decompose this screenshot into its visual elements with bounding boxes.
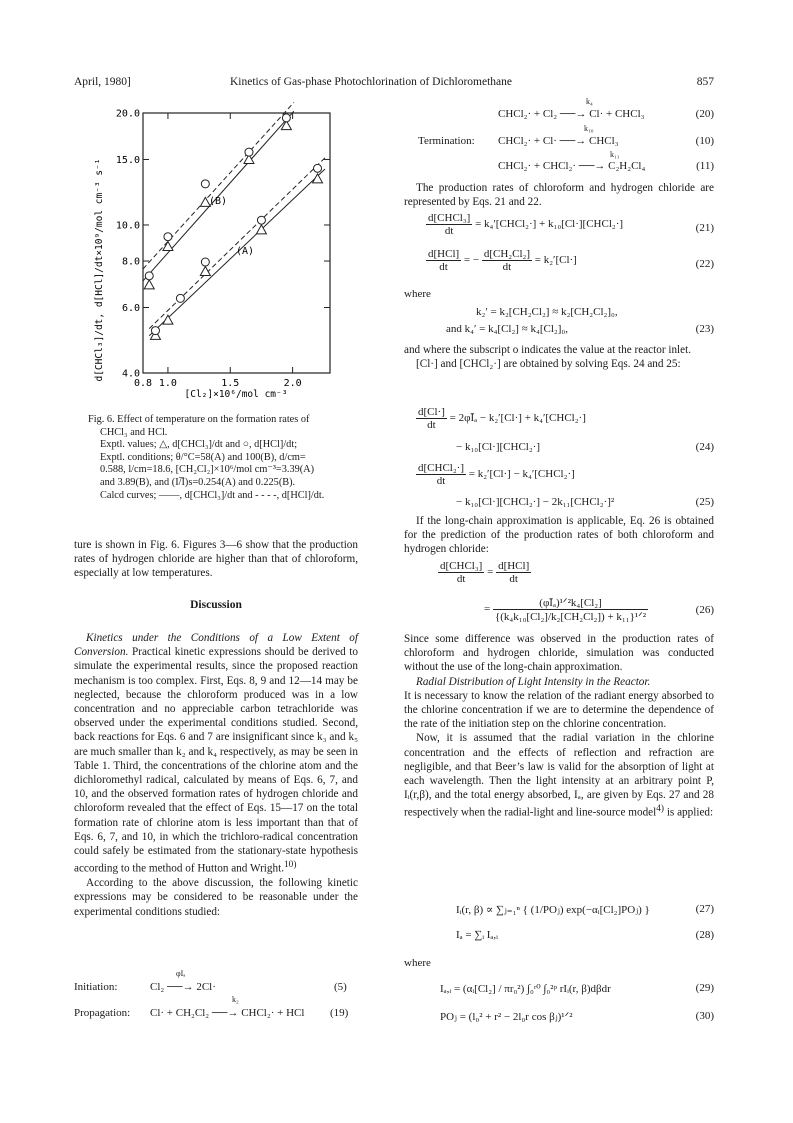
triangle-marker bbox=[144, 280, 154, 289]
y-tick-label: 6.0 bbox=[121, 302, 140, 314]
equation-26-number: (26) bbox=[695, 604, 714, 616]
subsection-heading: Kinetics under the Conditions of a Low Extent of Conversion. bbox=[74, 632, 358, 659]
equation-5: Cl₂ ──→ 2Cl· bbox=[150, 981, 216, 993]
paragraph-radial: Since some difference was observed in the production rates of chloroform and hydrogen chloride, simulation was conducted without the use of the long-chain approximation. Radial Distribution of Light Intensity in the Reactor. It is necessary to know the relation of the radiant energy absorbed to the chlorine concentration if we are to determine the dependence of the rate of the initiation step on the chlorine concentration. Now, it is assumed that the radial variation in the chlorine concentration and the effects of reflection and refraction are negligible, and that Beer’s law is valid for the absorption of light at each wavelength. Then the light intensity at an arbitrary point P, Iᵢ(r,β), and the total energy absorbed, Iₐ, are given by Eqs. 27 and 28 respectively when the radial-light and line-source model$^{4)}$ is applied: bbox=[404, 633, 714, 820]
equation-22-number: (22) bbox=[695, 258, 714, 270]
caption-line: Exptl. conditions; θ/°C=58(A) and 100(B), d/cm= bbox=[100, 451, 306, 463]
caption-line: 0.588, l/cm=18.6, [CH₂Cl₂]×10⁶/mol cm⁻³=3.39(A) bbox=[100, 464, 315, 476]
y-axis-label: d[CHCl₃]/dt, d[HCl]/dt×10⁹/mol cm⁻³ s⁻¹ bbox=[94, 158, 105, 382]
equation-10: CHCl₂· + Cl· ──→ CHCl₃ bbox=[498, 135, 619, 147]
equation-19-rate: k₂ bbox=[232, 995, 239, 1004]
equation-30-number: (30) bbox=[695, 1010, 714, 1022]
equation-label: Termination: bbox=[418, 135, 475, 147]
equation-5-number: (5) bbox=[334, 981, 347, 993]
paragraph: The production rates of chloroform and hydrogen chloride are represented by Eqs. 21 and 22. bbox=[404, 182, 714, 209]
plot-frame bbox=[143, 113, 330, 373]
x-tick-label: 0.8 bbox=[133, 378, 153, 389]
circle-marker bbox=[201, 180, 209, 188]
y-tick-label: 15.0 bbox=[115, 154, 140, 166]
equation-28-number: (28) bbox=[695, 929, 714, 941]
where-label: where bbox=[404, 957, 431, 969]
caption-line: CHCl₃ and HCl. bbox=[100, 426, 168, 438]
equation-label: Propagation: bbox=[74, 1007, 131, 1019]
equation-22: $\frac{\text{d[HCl]}}{dt}$ = − $\frac{\text{d[CH₂Cl₂]}}{dt}$ = k₂′[Cl·] bbox=[428, 248, 577, 273]
section-heading: Discussion bbox=[190, 599, 242, 611]
equation-23b: and k₄′ = k₄[Cl₂] ≈ k₄[Cl₂]₀, bbox=[446, 323, 568, 335]
figure-6-plot bbox=[88, 100, 360, 400]
equation-29: Iₐ,ᵢ = (αᵢ[Cl₂] / πr₀²) ∫₀ʳ⁰ ∫₀²ᵖ rIᵢ(r, β)dβdr bbox=[440, 983, 611, 995]
equation-11-rate: k₁₁ bbox=[610, 150, 620, 159]
circle-marker bbox=[164, 233, 172, 241]
fit-line bbox=[143, 102, 294, 269]
header-title: Kinetics of Gas-phase Photochlorination of Dichloromethane bbox=[230, 76, 512, 88]
equation-10-number: (10) bbox=[695, 135, 714, 147]
y-tick-label: 4.0 bbox=[121, 368, 140, 380]
circle-marker bbox=[201, 258, 209, 266]
equation-26-lhs: $\frac{\text{d[CHCl₃]}}{dt}$ = $\frac{\text{d[HCl]}}{dt}$ bbox=[440, 560, 530, 585]
equation-21: $\frac{\text{d[CHCl₃]}}{dt}$ = k₄′[CHCl₂·] + k₁₀[Cl·][CHCl₂·] bbox=[428, 212, 624, 237]
circle-marker bbox=[176, 294, 184, 302]
equation-5-rate: φIₐ bbox=[176, 969, 186, 978]
equation-23a: k₂′ = k₂[CH₂Cl₂] ≈ k₂[CH₂Cl₂]₀, bbox=[476, 306, 618, 318]
paragraph: and where the subscript o indicates the value at the reactor inlet. [Cl·] and [CHCl₂·] are obtained by solving Eqs. 24 and 25: bbox=[404, 344, 692, 371]
paragraph-kinetics bbox=[74, 631, 358, 919]
y-tick-label: 10.0 bbox=[115, 220, 140, 232]
reference: 10) bbox=[284, 860, 297, 871]
label-b: (B) bbox=[209, 196, 228, 207]
y-tick-label: 8.0 bbox=[121, 256, 140, 268]
paragraph-text: Practical kinetic expressions should be derived to simulate the experimental results, since the proposed reaction mechanism is too complex. First, Eqs. 8, 9 and 12—14 may be neglected, because the chloroform produced was in a low concentration and no appreciable carbon tetrachloride was observed under the experimental conditions studied. Second, back reactions for Eqs. 6 and 7 are insignificant since k₃ and k₅ are much smaller than k₂ and k₄ respectively, as may be seen in Table 1. Third, the concentrations of the chlorine atom and the dichloromethyl radical, calculated by means of Eqs. 6, 7, and 10, and the observed formation rates of hydrogen chloride and chloroform revealed that the effect of Eqs. 15—17 on the total formation rate of chlorine atom is less important than that of Eqs. 6, 7, and 10, in which the trichloro-radical concentration could safely be estimated from the stationary-state hypothesis according to the method of Hutton and Wright. bbox=[74, 646, 358, 875]
page-number: 857 bbox=[696, 76, 714, 88]
circle-marker bbox=[282, 114, 290, 122]
caption-line: Exptl. values; △, d[CHCl₃]/dt and ○, d[HCl]/dt; bbox=[100, 439, 298, 451]
equation-23-number: (23) bbox=[695, 323, 714, 335]
triangle-marker bbox=[163, 315, 173, 324]
equation-27: Iᵢ(r, β) ∝ ∑ⱼ₌₁ⁿ { (1/POⱼ) exp(−αᵢ[Cl₂]POⱼ) } bbox=[456, 904, 650, 916]
equation-26-rhs: = $\frac{\text{(φĪₐ)¹ᐟ²k₄[Cl₂]}}{\text{\{(k₄k₁₀[Cl₂]/k₂[CH₂Cl₂]) + k₁₁\}¹ᐟ²}}$ bbox=[484, 597, 647, 623]
where-label: where bbox=[404, 288, 431, 300]
equation-20-number: (20) bbox=[695, 108, 714, 120]
caption-line: Fig. 6. Effect of temperature on the formation rates of bbox=[88, 414, 310, 425]
equation-25-continued: − k₁₀[Cl·][CHCl₂·] − 2k₁₁[CHCl₂·]² bbox=[456, 496, 615, 508]
caption-line: Calcd curves; ——, d[CHCl₃]/dt and - - - -, d[HCl]/dt. bbox=[100, 489, 325, 501]
equation-25-number: (25) bbox=[695, 496, 714, 508]
equation-19-number: (19) bbox=[330, 1007, 349, 1019]
equation-20: CHCl₂· + Cl₂ ──→ Cl· + CHCl₃ bbox=[498, 108, 645, 120]
x-tick-label: 1.5 bbox=[221, 378, 240, 389]
equation-28: Iₐ = ∑ᵢ Iₐ,ᵢ bbox=[456, 929, 498, 941]
equation-11-number: (11) bbox=[696, 160, 714, 172]
equation-29-number: (29) bbox=[695, 982, 714, 994]
y-tick-label: 20.0 bbox=[115, 108, 140, 120]
equation-27-number: (27) bbox=[695, 903, 714, 915]
equation-25: $\frac{\text{d[CHCl₂·]}}{dt}$ = k₂′[Cl·] − k₄′[CHCl₂·] bbox=[418, 462, 575, 487]
figure-caption bbox=[88, 414, 358, 502]
circle-marker bbox=[151, 327, 159, 335]
x-tick-label: 1.0 bbox=[158, 378, 177, 389]
triangle-marker bbox=[163, 242, 173, 251]
x-axis-label: [Cl₂]×10⁶/mol cm⁻³ bbox=[184, 389, 288, 400]
fit-line bbox=[149, 158, 325, 329]
equation-19: Cl· + CH₂Cl₂ ──→ CHCl₂· + HCl bbox=[150, 1007, 305, 1019]
equation-24-number: (24) bbox=[695, 441, 714, 453]
paragraph: If the long-chain approximation is applicable, Eq. 26 is obtained for the prediction of the production rates of both chloroform and hydrogen chloride: bbox=[404, 515, 714, 556]
equation-30: POⱼ = (l₀² + r² − 2l₀r cos βⱼ)¹ᐟ² bbox=[440, 1011, 573, 1023]
circle-marker bbox=[245, 148, 253, 156]
circle-marker bbox=[257, 216, 265, 224]
circle-marker bbox=[314, 164, 322, 172]
paragraph: According to the above discussion, the following kinetic expressions may be considered to be reasonable under the experimental conditions studied: bbox=[74, 877, 358, 918]
equation-21-number: (21) bbox=[695, 222, 714, 234]
equation-24-continued: − k₁₀[Cl·][CHCl₂·] bbox=[456, 441, 541, 453]
subsection-heading: Radial Distribution of Light Intensity in the Reactor. bbox=[416, 675, 651, 688]
equation-20-rate: k₄ bbox=[586, 97, 593, 106]
circle-marker bbox=[145, 272, 153, 280]
equation-10-rate: k₁₀ bbox=[584, 124, 594, 133]
paragraph: ture is shown in Fig. 6. Figures 3—6 show that the production rates of hydrogen chloride are higher than that of chloroform, especially at low temperatures. bbox=[74, 539, 358, 580]
equation-11: CHCl₂· + CHCl₂· ──→ C₂H₂Cl₄ bbox=[498, 160, 646, 172]
caption-line: and 3.89(B), and (I/̅I)s=0.254(A) and 0.225(B). bbox=[100, 476, 296, 488]
equation-label: Initiation: bbox=[74, 981, 118, 993]
header-date: April, 1980] bbox=[74, 76, 131, 88]
x-tick-label: 2.0 bbox=[283, 378, 302, 389]
triangle-marker bbox=[313, 174, 323, 183]
label-a: (A) bbox=[236, 246, 255, 257]
equation-24: $\frac{d[Cl\cdot]}{dt}$ = 2φĪₐ − k₂′[Cl·] + k₄′[CHCl₂·] bbox=[418, 406, 586, 431]
